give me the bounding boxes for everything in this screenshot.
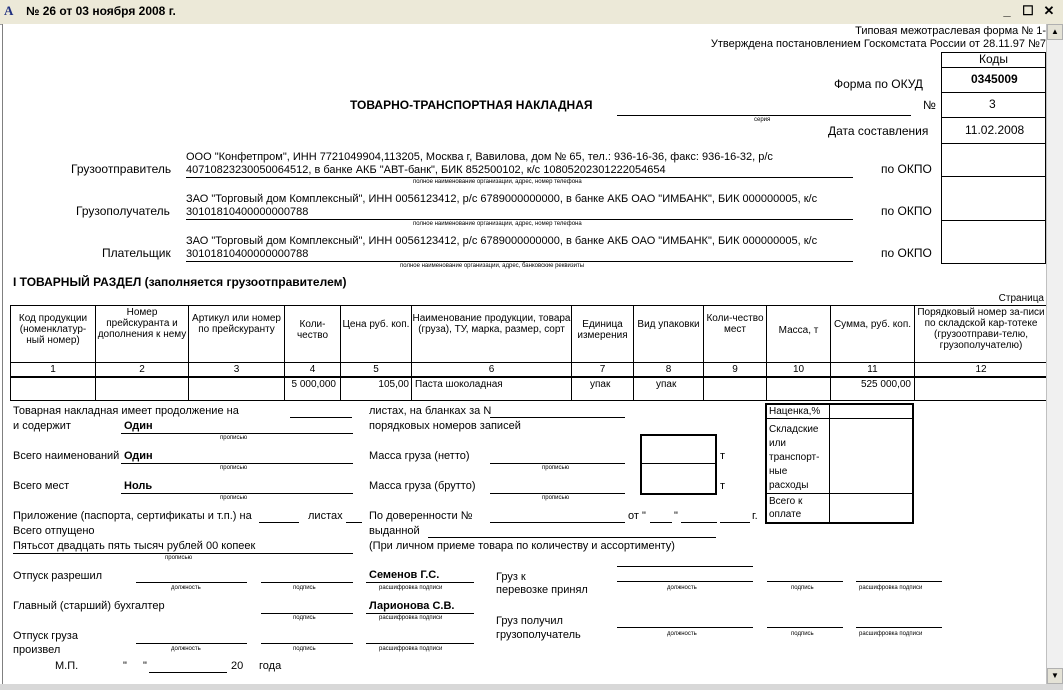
cell-package: упак — [656, 379, 677, 390]
col-num: 5 — [373, 364, 379, 375]
in-words-caption: прописью — [220, 465, 248, 471]
col-num: 3 — [233, 364, 240, 375]
decode-caption: расшифровка подписи — [379, 615, 443, 621]
attachment-sheets: листах — [308, 510, 343, 522]
total-places-label: Всего мест — [13, 480, 70, 492]
codes-label: Коды — [979, 52, 1009, 66]
th-product-code: Код продукции (номенклатур-ный номер) — [18, 313, 88, 346]
cell-product-name: Паста шоколадная — [415, 379, 503, 390]
sheets-label: листах, на бланках за N — [369, 405, 492, 417]
position-caption: должность — [667, 585, 697, 591]
proxy-label: По доверенности № — [369, 510, 473, 522]
contains-value: Один — [124, 420, 153, 432]
decode-caption: расшифровка подписи — [379, 585, 443, 591]
cargo-received-1: Груз получил — [496, 615, 563, 627]
total-places-value: Ноль — [124, 480, 153, 492]
col-num: 8 — [665, 364, 672, 375]
scroll-down-icon[interactable]: ▼ — [1047, 668, 1063, 684]
released-value: Пятьсот двадцать пять тысяч рублей 00 копеек — [13, 540, 256, 552]
signer-accountant: Ларионова С.В. — [369, 600, 455, 612]
date-quote: " — [123, 660, 127, 672]
horizontal-scrollbar[interactable] — [0, 684, 1063, 690]
consignee-line-2: 30101810400000000788 — [186, 206, 309, 218]
th-product-name: Наименование продукции, товара (груза), ТУ, марка, размер, сорт — [412, 313, 571, 335]
minimize-button[interactable]: _ — [1003, 3, 1011, 18]
record-numbers-label: порядковых номеров записей — [369, 420, 521, 432]
signature-caption: подпись — [293, 646, 316, 652]
year-word: года — [259, 660, 282, 672]
col-num: 4 — [309, 364, 316, 375]
number-value: 3 — [989, 97, 996, 111]
consignee-line-1: ЗАО "Торговый дом Комплексный", ИНН 0056123412, р/с 6789000000000, в банке АКБ ОАО "ИМБАНК", БИК 000000005, к/с — [186, 193, 818, 205]
position-caption: должность — [171, 585, 201, 591]
scroll-up-icon[interactable]: ▲ — [1047, 24, 1063, 40]
cargo-received-2: грузополучатель — [496, 629, 581, 641]
attachment-label: Приложение (паспорта, сертификаты и т.п.) на — [13, 510, 252, 522]
position-caption: должность — [667, 631, 697, 637]
mass-gross-unit: т — [720, 480, 726, 492]
signature-caption: подпись — [791, 631, 814, 637]
col-num: 10 — [792, 364, 805, 375]
signature-caption: подпись — [293, 615, 316, 621]
window-titlebar — [0, 0, 1063, 25]
form-line-2: Утверждена постановлением Госкомстата России от 28.11.97 №7 — [710, 38, 1046, 50]
th-package: Вид упаковки — [637, 319, 700, 330]
page-label: Страница — [998, 293, 1044, 304]
close-button[interactable]: ✕ — [1043, 3, 1055, 18]
mass-net-unit: т — [720, 450, 726, 462]
year-suffix: г. — [752, 510, 758, 522]
personal-receipt: (При личном приеме товара по количеству и ассортименту) — [369, 540, 675, 552]
payer-caption: полное наименование организации, адрес, банковские реквизиты — [400, 263, 585, 269]
total-names-value: Один — [124, 450, 153, 462]
th-places: Коли-чество мест — [706, 313, 764, 335]
cell-unit: упак — [590, 379, 611, 390]
col-num: 11 — [867, 364, 878, 375]
date-quote: " — [674, 510, 678, 522]
decode-caption: расшифровка подписи — [379, 646, 443, 652]
shipper-line-2: 40710823230050064512, в банке АКБ "АВТ-банк", БИК 852500102, к/с 10805202301222054654 — [186, 164, 666, 176]
th-sum: Сумма, руб. коп. — [833, 319, 912, 330]
date-value: 11.02.2008 — [965, 123, 1025, 137]
in-words-caption: прописью — [542, 495, 570, 501]
mass-box — [640, 434, 717, 495]
document-area — [2, 24, 1046, 684]
continuation-label: Товарная накладная имеет продолжение на — [13, 405, 239, 417]
col-num: 7 — [599, 364, 606, 375]
in-words-caption: прописью — [220, 495, 248, 501]
decode-caption: расшифровка подписи — [859, 631, 923, 637]
series-caption: серия — [754, 117, 771, 123]
markup-label: Наценка,% — [769, 406, 821, 417]
section-title: I ТОВАРНЫЙ РАЗДЕЛ (заполняется грузоотправителем) — [13, 275, 347, 289]
form-line-1: Типовая межотраслевая форма № 1- — [855, 25, 1046, 37]
app-icon: A — [4, 3, 14, 18]
release-allowed-label: Отпуск разрешил — [13, 570, 103, 582]
okud-label: Форма по ОКУД — [834, 77, 923, 91]
release-made-1: Отпуск груза — [13, 630, 78, 642]
th-price-list: Номер прейскуранта и дополнения к нему — [97, 307, 187, 340]
col-num: 2 — [139, 364, 145, 375]
payer-label: Плательщик — [102, 246, 171, 260]
cargo-accepted-2: перевозке принял — [496, 584, 588, 596]
mass-net-label: Масса груза (нетто) — [369, 450, 470, 462]
issued-label: выданной — [369, 525, 420, 537]
th-mass: Масса, т — [778, 325, 819, 336]
okpo-label-2: по ОКПО — [881, 204, 932, 218]
signature-caption: подпись — [791, 585, 814, 591]
th-record-number: Порядковый номер за-писи по складской кар-тотеке (грузоотправи-телю, грузополучателю) — [917, 307, 1045, 351]
cell-sum: 525 000,00 — [860, 379, 911, 390]
contains-label: и содержит — [13, 420, 71, 432]
th-unit: Единица измерения — [577, 319, 628, 341]
released-label: Всего отпущено — [13, 525, 95, 537]
col-num: 6 — [488, 364, 495, 375]
vertical-scrollbar[interactable] — [1046, 24, 1063, 684]
signer-release: Семенов Г.С. — [369, 569, 440, 581]
total-names-label: Всего наименований — [13, 450, 120, 462]
total-pay-label: Всего к оплате — [769, 496, 803, 520]
signature-caption: подпись — [293, 585, 316, 591]
shipper-label: Грузоотправитель — [71, 162, 172, 176]
th-article: Артикул или номер по прейскуранту — [192, 313, 281, 335]
stamp-label: М.П. — [55, 660, 79, 672]
shipper-caption: полное наименование организации, адрес, номер телефона — [413, 179, 582, 185]
consignee-label: Грузополучатель — [76, 204, 170, 218]
mass-gross-label: Масса груза (брутто) — [369, 480, 476, 492]
from-label: от " — [628, 510, 646, 522]
warehouse-costs-label: Складские или транспорт-ные расходы — [769, 424, 820, 491]
cargo-accepted-1: Груз к — [496, 571, 526, 583]
in-words-caption: прописью — [542, 465, 570, 471]
in-words-caption: прописью — [220, 435, 248, 441]
th-price: Цена руб. коп. — [342, 319, 410, 330]
date-quote: " — [143, 660, 147, 672]
payer-line-2: 30101810400000000788 — [186, 248, 309, 260]
in-words-caption: прописью — [165, 555, 193, 561]
col-num: 1 — [50, 364, 56, 375]
shipper-line-1: ООО "Конфетпром", ИНН 7721049904,113205, Москва г, Вавилова, дом № 65, тел.: 936-16-36, факс: 936-16-32, р/с — [186, 151, 773, 163]
okpo-label-3: по ОКПО — [881, 246, 932, 260]
col-num: 12 — [975, 364, 987, 375]
okud-value: 0345009 — [971, 72, 1018, 86]
year-20: 20 — [231, 660, 244, 672]
th-quantity: Коли-чество — [296, 319, 329, 341]
col-num: 9 — [732, 364, 738, 375]
number-label: № — [923, 98, 936, 112]
cell-price: 105,00 — [378, 379, 409, 390]
consignee-caption: полное наименование организации, адрес, номер телефона — [413, 221, 582, 227]
payer-line-1: ЗАО "Торговый дом Комплексный", ИНН 0056123412, р/с 6789000000000, в банке АКБ ОАО "ИМБАНК", БИК 000000005, к/с — [186, 235, 818, 247]
document-title: ТОВАРНО-ТРАНСПОРТНАЯ НАКЛАДНАЯ — [350, 98, 593, 112]
okpo-label-1: по ОКПО — [881, 162, 932, 176]
position-caption: должность — [171, 646, 201, 652]
release-made-2: произвел — [13, 644, 61, 656]
window-title: № 26 от 03 ноября 2008 г. — [26, 4, 176, 18]
decode-caption: расшифровка подписи — [859, 585, 923, 591]
chief-accountant-label: Главный (старший) бухгалтер — [13, 600, 165, 612]
date-label: Дата составления — [828, 124, 929, 138]
maximize-button[interactable]: ☐ — [1022, 3, 1034, 18]
cell-quantity: 5 000,000 — [291, 379, 336, 390]
